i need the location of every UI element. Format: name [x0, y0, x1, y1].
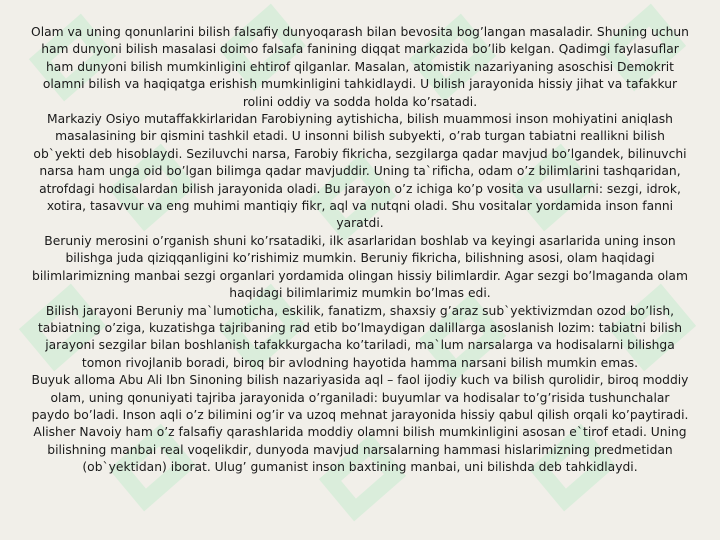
paragraph-beruniy-merosi: Beruniy merosini o’rganish shuni ko’rsatadiki, ilk asarlaridan boshlab va keyingi asarlarida uning inson bilishga juda qiziqqanligini ko’rishimiz mumkin. Beruniy fikricha, bilishning asosi, olam haqidagi bilimlarimizning manbai sezgi organlari yordamida olingan hissiy bilimlardir. Agar sezgi bo’lmaganda olam haqidagi bilimlarimiz mumkin bo’lmas edi. [32, 233, 688, 301]
paragraph-ibn-sino: Buyuk alloma Abu Ali Ibn Sinoning bilish nazariyasida aql – faol ijodiy kuch va bilish qurolidir, biroq moddiy olam, uning qonuniyati tajriba jarayonida o’rganiladi: buyumlar va hodisalar to’g’risida tushunchalar paydo bo’ladi. Inson aqli o’z bilimini og’ir va uzoq mehnat jarayonida hissiy qabul qilish orqali ko’paytiradi. [31, 373, 689, 422]
paragraph-beruniy-bilish: Bilish jarayoni Beruniy ma`lumoticha, eskilik, fanatizm, shaxsiy g’araz sub`yektivizmdan ozod bo’lish, tabiatning o’ziga, kuzatishga tajribaning rad etib bo’lmaydigan dalillarga asoslanish lozim: tabiatni bilish jarayoni sezgilar bilan boshlanish tafakkurgacha ko’tariladi, ma`lum narsalarga va hodisalarni bilishga tomon rivojlanib boradi, biroq bir avlodning hayotida hamma narsani bilish mumkin emas. [37, 303, 683, 370]
slide-body-text [30, 24, 690, 477]
paragraph-demokrit: Olam va uning qonunlarini bilish falsafiy dunyoqarash bilan bevosita bog’langan masaladir. Shuning uchun ham dunyoni bilish masalasi doimo falsafa fanining diqqat markazida bo’lib kelgan. Qadimgi faylasuflar ham dunyoni bilish mumkinligini ehtirof qilganlar. Masalan, atomistik nazariyaning asoschisi Demokrit olamni bilish va haqiqatga erishish mumkinligini tahkidlaydi. U bilish jarayonida hissiy jihat va tafakkur rolini oddiy va sodda holda ko’rsatadi. [31, 25, 689, 109]
paragraph-navoiy: Alisher Navoiy ham o’z falsafiy qarashlarida moddiy olamni bilish mumkinligini asosan e`tirof etadi. Uning bilishning manbai real voqelikdir, dunyoda mavjud narsalarning hammasi hislarimizning predmetidan (ob`yektidan) iborat. Ulug’ gumanist inson baxtining manbai, uni bilishda deb tahkidlaydi. [33, 425, 687, 475]
paragraph-farobiy: Markaziy Osiyo mutaffakkirlaridan Farobiyning aytishicha, bilish muammosi inson mohiyatini aniqlash masalasining bir qismini tashkil etadi. U insonni bilish subyekti, o’rab turgan tabiatni reallikni bilish ob`yekti deb hisoblaydi. Seziluvchi narsa, Farobiy fikricha, sezgilarga qadar mavjud bo’lgandek, bilinuvchi narsa ham unga oid bo’lgan bilimga qadar mavjuddir. Uning ta`rificha, odam o’z bilimlarini tashqaridan, atrofdagi hodisalardan bilish jarayonida oladi. Bu jarayon o’z ichiga ko’p vosita va usullarni: sezgi, idrok, xotira, tasavvur va eng muhimi mantiqiy fikr, aql va nutqni oladi. Shu vositalar yordamida inson fanni yaratdi. [33, 112, 687, 231]
